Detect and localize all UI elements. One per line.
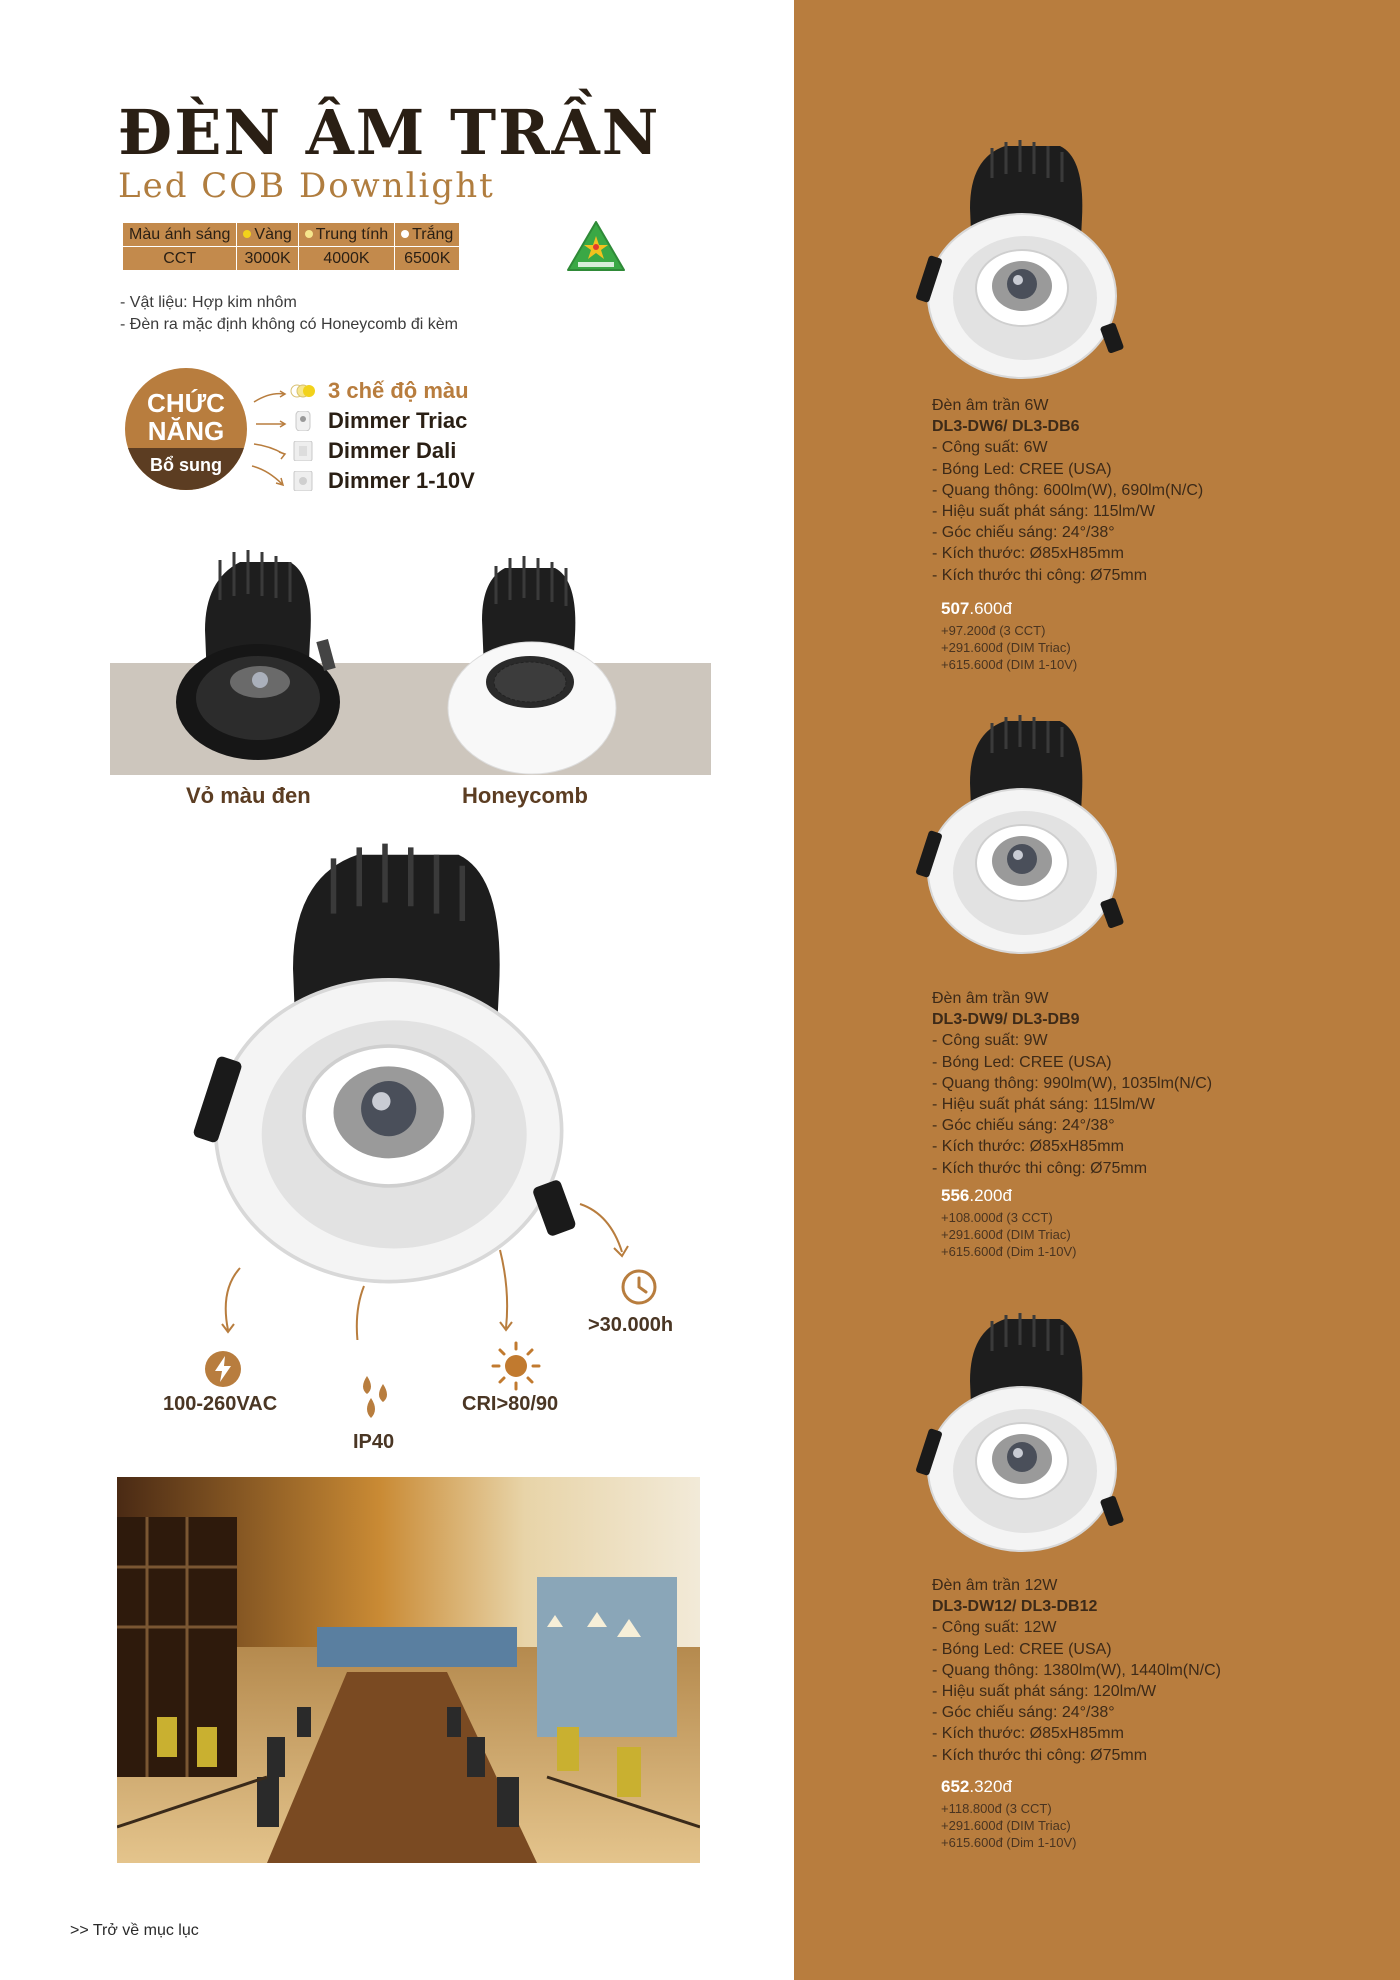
cct-cell: Trung tính (298, 223, 394, 247)
cct-cell: Trắng (395, 223, 460, 247)
product-spec: - Kích thước: Ø85xH85mm (932, 1138, 1124, 1156)
function-badge (125, 368, 247, 490)
certification-logo-icon (566, 220, 626, 276)
badge-line2: NĂNG (147, 416, 225, 446)
spec-lifetime: >30.000h (588, 1314, 674, 1336)
product-extras: +97.200đ (3 CCT) +291.600đ (DIM Triac) +615.600đ (DIM 1-10V) (941, 623, 1078, 673)
function-list (290, 376, 475, 496)
cct-cell: 6500K (395, 247, 460, 271)
product-model: DL3-DW9/ DL3-DB9 (932, 1011, 1080, 1029)
material-note: - Vật liệu: Hợp kim nhôm (120, 294, 297, 311)
product-spec: - Công suất: 6W (932, 439, 1048, 457)
cct-cell: 4000K (298, 247, 394, 271)
spec-ip: IP40 (353, 1431, 395, 1453)
variant-caption-honeycomb: Honeycomb (462, 783, 588, 808)
product-spec: - Công suất: 12W (932, 1619, 1057, 1637)
black-housing-image (176, 550, 340, 760)
product-spec: - Hiệu suất phát sáng: 115lm/W (932, 1096, 1155, 1114)
product-extras: +118.800đ (3 CCT) +291.600đ (DIM Triac) +615.600đ (Dim 1-10V) (941, 1801, 1077, 1851)
sun-icon (490, 1340, 542, 1392)
product-spec: - Bóng Led: CREE (USA) (932, 460, 1112, 478)
product-name: Đèn âm trần 6W (932, 397, 1049, 414)
product-spec: - Hiệu suất phát sáng: 120lm/W (932, 1683, 1157, 1701)
lightning-icon (204, 1350, 242, 1388)
spec-arrows (150, 1190, 650, 1340)
product-price: 556.200đ (941, 1185, 1012, 1205)
restaurant-photo (117, 1477, 700, 1863)
badge-line1: CHỨC (147, 388, 225, 418)
product-card-9w (932, 988, 1372, 1260)
product-spec: - Kích thước thi công: Ø75mm (932, 566, 1148, 584)
function-item: Dimmer 1-10V (290, 466, 475, 496)
function-item: 3 chế độ màu (290, 376, 475, 406)
product-model: DL3-DW6/ DL3-DB6 (932, 418, 1080, 436)
badge-line3: Bổ sung (125, 448, 247, 490)
cct-cell: Màu ánh sáng (123, 223, 237, 247)
product-9w-image (910, 713, 1130, 963)
spec-cri: CRI>80/90 (462, 1393, 559, 1415)
product-spec: - Hiệu suất phát sáng: 115lm/W (932, 503, 1155, 521)
product-card-12w (932, 1575, 1372, 1851)
cct-row-color (123, 223, 460, 247)
product-spec: - Kích thước thi công: Ø75mm (932, 1159, 1148, 1177)
function-arrows (250, 382, 290, 492)
product-price: 507.600đ (941, 598, 1012, 618)
function-item: Dimmer Triac (290, 406, 475, 436)
dimmer-dali-icon (290, 441, 316, 461)
dimmer-triac-icon (290, 411, 316, 431)
color-modes-icon (290, 381, 316, 401)
page-title: ĐÈN ÂM TRẦN (118, 96, 661, 169)
cct-row-temp (123, 247, 460, 271)
product-extras: +108.000đ (3 CCT) +291.600đ (DIM Triac) +615.600đ (Dim 1-10V) (941, 1210, 1077, 1260)
cct-cell: CCT (123, 247, 237, 271)
product-name: Đèn âm trần 12W (932, 1577, 1058, 1594)
cct-cell: 3000K (237, 247, 298, 271)
product-spec: - Kích thước thi công: Ø75mm (932, 1746, 1148, 1764)
neutral-dot-icon (305, 230, 313, 238)
cct-table (122, 222, 460, 271)
back-to-index-link[interactable]: >> Trở về mục lục (70, 1922, 199, 1939)
product-6w-image (910, 138, 1130, 388)
white-dot-icon (401, 230, 409, 238)
product-spec: - Góc chiếu sáng: 24°/38° (932, 1704, 1115, 1722)
page-subtitle: Led COB Downlight (118, 166, 495, 206)
product-spec: - Quang thông: 990lm(W), 1035lm(N/C) (932, 1074, 1213, 1092)
dimmer-1-10v-icon (290, 471, 316, 491)
product-spec: - Kích thước: Ø85xH85mm (932, 1725, 1124, 1743)
product-spec: - Bóng Led: CREE (USA) (932, 1053, 1112, 1071)
product-spec: - Công suất: 9W (932, 1032, 1048, 1050)
product-spec: - Quang thông: 600lm(W), 690lm(N/C) (932, 481, 1204, 499)
clock-icon (620, 1268, 658, 1306)
material-note: - Đèn ra mặc định không có Honeycomb đi kèm (120, 316, 458, 333)
product-price: 652.320đ (941, 1776, 1012, 1796)
product-spec: - Góc chiếu sáng: 24°/38° (932, 1117, 1115, 1135)
product-spec: - Quang thông: 1380lm(W), 1440lm(N/C) (932, 1661, 1221, 1679)
variant-images (110, 540, 711, 780)
spec-voltage: 100-260VAC (163, 1393, 278, 1415)
product-spec: - Bóng Led: CREE (USA) (932, 1640, 1112, 1658)
yellow-dot-icon (243, 230, 251, 238)
function-item: Dimmer Dali (290, 436, 475, 466)
product-12w-image (910, 1311, 1130, 1561)
water-drops-icon (355, 1374, 395, 1420)
product-model: DL3-DW12/ DL3-DB12 (932, 1598, 1098, 1616)
product-spec: - Góc chiếu sáng: 24°/38° (932, 524, 1115, 542)
honeycomb-image (448, 556, 616, 774)
product-spec: - Kích thước: Ø85xH85mm (932, 545, 1124, 563)
product-card-6w (932, 395, 1372, 673)
materials-notes (120, 292, 458, 336)
variant-caption-black: Vỏ màu đen (186, 783, 311, 808)
cct-cell: Vàng (237, 223, 298, 247)
product-name: Đèn âm trần 9W (932, 990, 1049, 1007)
